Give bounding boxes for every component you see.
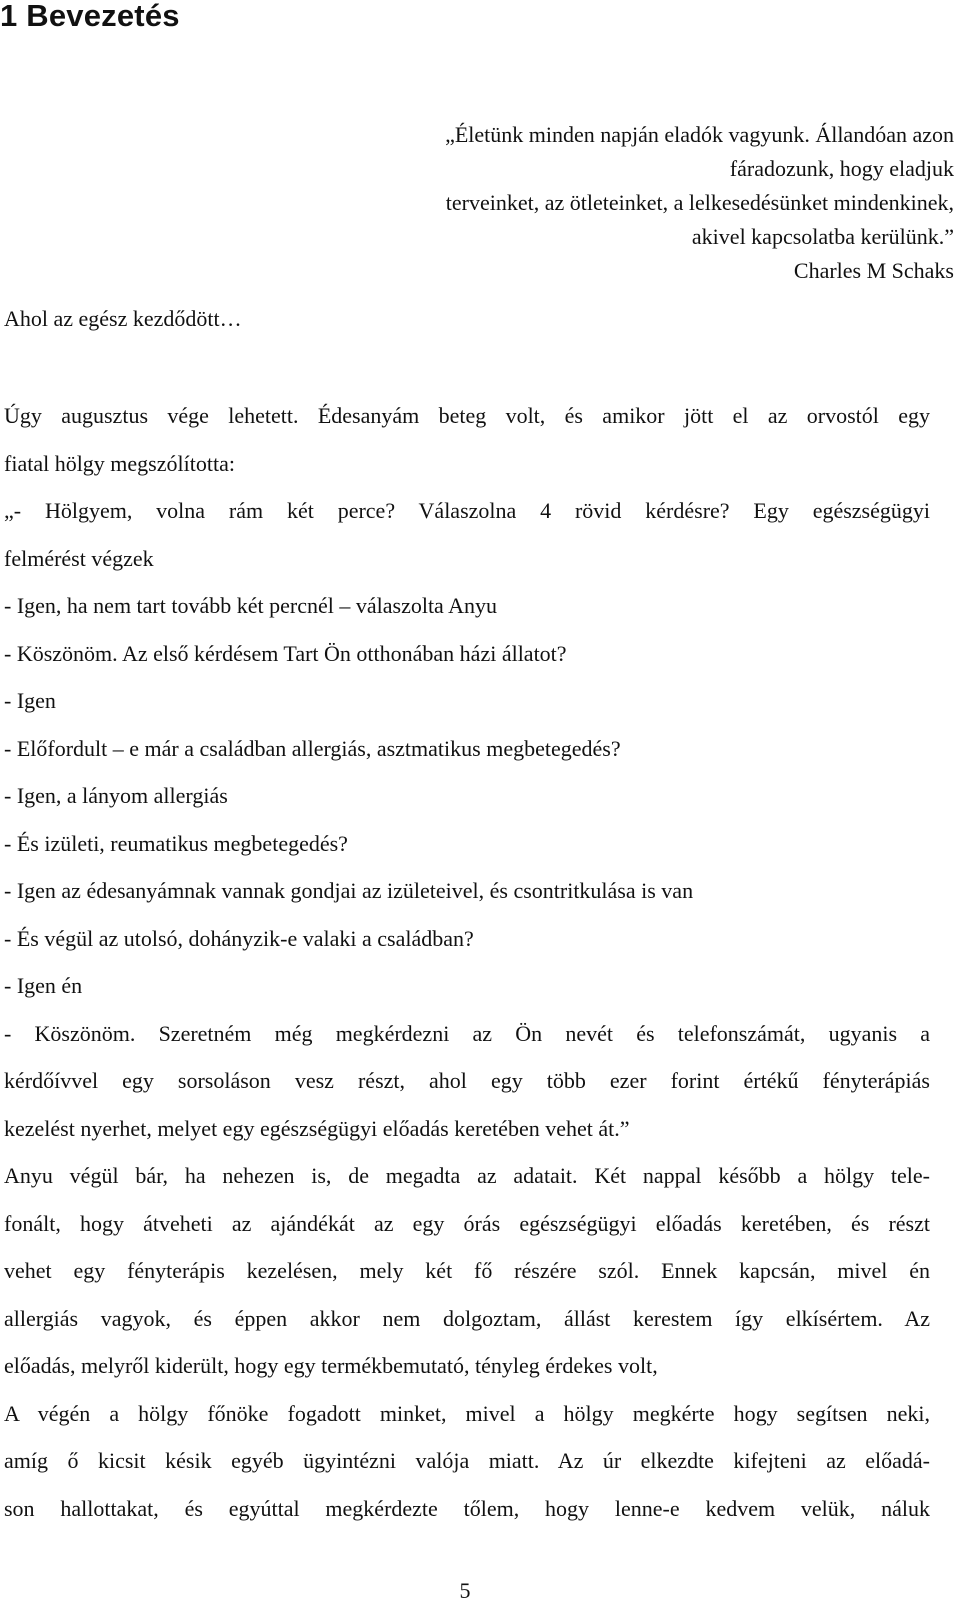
- quote-line: akivel kapcsolatba kerülünk.”: [691, 224, 954, 249]
- quote-line: „Életünk minden napján eladók vagyunk. Állandóan azon: [445, 122, 954, 147]
- body-line: - Köszönöm. Szeretném még megkérdezni az Ön nevét és telefonszámát, ugyanis a: [4, 1020, 930, 1046]
- body-line: előadás, melyről kiderült, hogy egy termékbemutató, tényleg érdekes volt,: [4, 1353, 658, 1378]
- body-line: son hallottakat, és egyúttal megkérdezte tőlem, hogy lenne-e kedvem velük, náluk: [4, 1495, 930, 1521]
- body-line: kérdőívvel egy sorsoláson vesz részt, ahol egy több ezer forint értékű fényterápiás: [4, 1068, 930, 1093]
- body-line: fiatal hölgy megszólította:: [4, 450, 235, 476]
- body-line: - Köszönöm. Az első kérdésem Tart Ön otthonában házi állatot?: [4, 640, 567, 666]
- body-line: Úgy augusztus vége lehetett. Édesanyám beteg volt, és amikor jött el az orvostól egy: [4, 403, 930, 428]
- quote-author: Charles M Schaks: [793, 258, 954, 283]
- body-line: - Előfordult – e már a családban allergiás, asztmatikus megbetegedés?: [4, 735, 621, 761]
- body-line: felmérést végzek: [4, 545, 154, 571]
- quote-line: fáradozunk, hogy eladjuk: [729, 156, 954, 181]
- body-line: allergiás vagyok, és éppen akkor nem dolgoztam, állást kerestem így elkísértem. Az: [4, 1305, 930, 1331]
- quote-line: terveinket, az ötleteinket, a lelkesedésünket mindenkinek,: [445, 190, 954, 215]
- body-line: - Igen én: [4, 973, 83, 998]
- page-number: 5: [459, 1578, 471, 1603]
- body-line: fonált, hogy átveheti az ajándékát az egy órás egészségügyi előadás keretében, és részt: [4, 1210, 930, 1236]
- epigraph-quote: [314, 118, 954, 288]
- body-line: Anyu végül bár, ha nehezen is, de megadta az adatait. Két nappal később a hölgy tele-: [4, 1163, 930, 1188]
- body-text: [4, 392, 930, 1532]
- section-heading: 1 Bevezetés: [0, 0, 180, 33]
- body-line: „- Hölgyem, volna rám két perce? Válaszolna 4 rövid kérdésre? Egy egészségügyi: [4, 498, 930, 523]
- body-line: - És végül az utolsó, dohányzik-e valaki a családban?: [4, 925, 474, 951]
- body-line: vehet egy fényterápis kezelésen, mely két fő részére szól. Ennek kapcsán, mivel én: [4, 1258, 930, 1283]
- body-line: - Igen: [4, 688, 56, 713]
- body-line: - És izületi, reumatikus megbetegedés?: [4, 830, 348, 856]
- body-line: - Igen, a lányom allergiás: [4, 783, 228, 808]
- subsection-title: Ahol az egész kezdődött…: [4, 306, 242, 331]
- body-line: kezelést nyerhet, melyet egy egészségügyi előadás keretében vehet át.”: [4, 1115, 630, 1141]
- body-line: - Igen, ha nem tart tovább két percnél – válaszolta Anyu: [4, 593, 497, 618]
- body-line: amíg ő kicsit késik egyéb ügyintézni valója miatt. Az úr elkezdte kifejteni az előadá-: [4, 1448, 930, 1473]
- body-line: - Igen az édesanyámnak vannak gondjai az izületeivel, és csontritkulása is van: [4, 878, 694, 903]
- body-line: A végén a hölgy főnöke fogadott minket, mivel a hölgy megkérte hogy segítsen neki,: [4, 1400, 930, 1426]
